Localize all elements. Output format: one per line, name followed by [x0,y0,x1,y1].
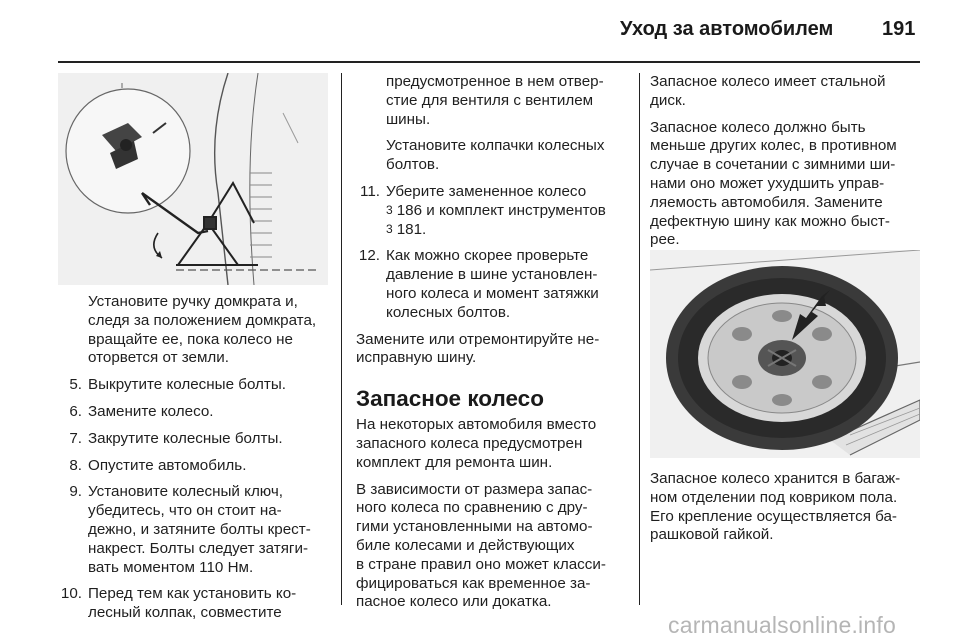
step-number: 10. [60,585,82,603]
step-item [356,247,632,322]
step-item [58,585,330,623]
text-line: Замените или отремонтируйте не- [356,330,600,348]
step-item [58,430,330,449]
column-divider-right [639,73,640,605]
text-line: меньше других колес, в противном [650,137,897,155]
step-item [58,376,330,395]
step-line: Как можно скорее проверьте [386,247,589,265]
step-number: 5. [69,376,82,394]
steps-list [58,376,330,623]
paragraph [356,416,632,472]
step-line: давление в шине установлен- [386,266,598,284]
text-line: ляемость автомобиля. Замените [650,193,883,211]
step-line: Уберите замененное колесо [386,182,587,200]
step-number: 11. [360,182,380,200]
text-line: нами оно может ухудшить управ- [650,174,885,192]
step10-continuation [386,73,632,129]
text-line: запасного колеса предусмотрен [356,434,583,452]
step-line: убедитесь, что он стоит на- [88,502,282,520]
replace-note [356,331,632,369]
step-line [386,221,632,240]
text-line: биле колесами и действующих [356,536,575,554]
caps-note [386,137,632,175]
text-line: ном отделении под ковриком пола. [650,488,898,506]
page-number: 191 [882,18,916,40]
step-line: ного колеса и момент затяжки [386,284,599,302]
step-number: 6. [69,402,82,420]
step-number: 8. [69,456,82,474]
right-column [650,73,922,258]
text-line: фицироваться как временное за- [356,574,591,592]
text-line: исправную шину. [356,349,477,367]
step-number: 9. [69,483,82,501]
step-line: дежно, и затяните болты крест- [88,520,311,538]
text-line: болтов. [386,156,440,174]
step-line: Замените колесо. [88,402,214,420]
step-item [58,457,330,476]
text-line: пасное колесо или докатка. [356,593,552,611]
page-title: Уход за автомобилем [620,18,834,40]
text-line: стие для вентиля с вентилем [386,91,594,109]
step-line: Закрутите колесные болты. [88,429,283,447]
step-line: Перед тем как установить ко- [88,585,297,603]
step-line: лесный колпак, совместите [88,604,282,622]
paragraph [650,119,922,251]
text-line: гими установленными на автомо- [356,518,593,536]
step-item [58,483,330,577]
text-line: случае в сочетании с зимними ши- [650,156,896,174]
text-line: На некоторых автомобиля вместо [356,416,597,434]
step-number: 7. [69,429,82,447]
text-line: Установите колпачки колесных [386,137,605,155]
text-line: Его крепление осуществляется ба- [650,507,897,525]
text-line: в стране правил оно может класси- [356,555,606,573]
header-divider [58,61,920,63]
section-heading: Запасное колесо [356,386,544,412]
caption-line: Установите ручку домкрата и, [88,293,298,310]
step-number: 12. [358,247,380,265]
left-column [58,293,330,631]
step-line: накрест. Болты следует затяги- [88,539,309,557]
step-line [386,202,632,221]
text-line: рашковой гайкой. [650,526,774,544]
step-line: вать моментом 110 Нм. [88,558,254,576]
caption-line: вращайте ее, пока колесо не [88,330,293,348]
watermark: carmanualsonline.info [668,612,896,638]
step-item [58,403,330,422]
text-line: Запасное колесо имеет стальной [650,73,886,90]
text-line: комплект для ремонта шин. [356,453,553,471]
text-line: диск. [650,91,686,109]
page-ref-icon: 3 [386,221,393,236]
column-divider-left [341,73,342,605]
text-line: предусмотренное в нем отвер- [386,73,604,90]
paragraph [356,481,632,613]
jack-caption [88,293,330,368]
paragraph [650,470,922,545]
page-ref-icon: 3 [386,202,393,217]
middle-column [356,73,632,620]
step-line: Выкрутите колесные болты. [88,376,287,394]
page-ref[interactable]: 186 [396,201,423,219]
step-line: колесных болтов. [386,303,511,321]
text-line: дефектную шину как можно быст- [650,212,890,230]
text-line: В зависимости от размера запас- [356,480,593,498]
step-item [356,183,632,239]
caption-line: оторвется от земли. [88,349,229,367]
paragraph [650,73,922,111]
step-line: Установите колесный ключ, [88,483,283,501]
page-ref[interactable]: 181. [396,220,427,238]
right-column-caption [650,470,922,553]
text-line: рее. [650,231,680,249]
text-line: ного колеса по сравнению с дру- [356,499,588,517]
text-line: Запасное колесо хранится в багаж- [650,470,901,487]
caption-line: следя за положением домкрата, [88,311,317,329]
spare-wheel-illustration [650,250,920,458]
jack-illustration [58,73,328,285]
step-line: Опустите автомобиль. [88,456,247,474]
text-line: Запасное колесо должно быть [650,118,866,136]
step-line-text: и комплект инструментов [422,201,606,219]
steps-list-continued [356,183,632,323]
text-line: шины. [386,110,431,128]
